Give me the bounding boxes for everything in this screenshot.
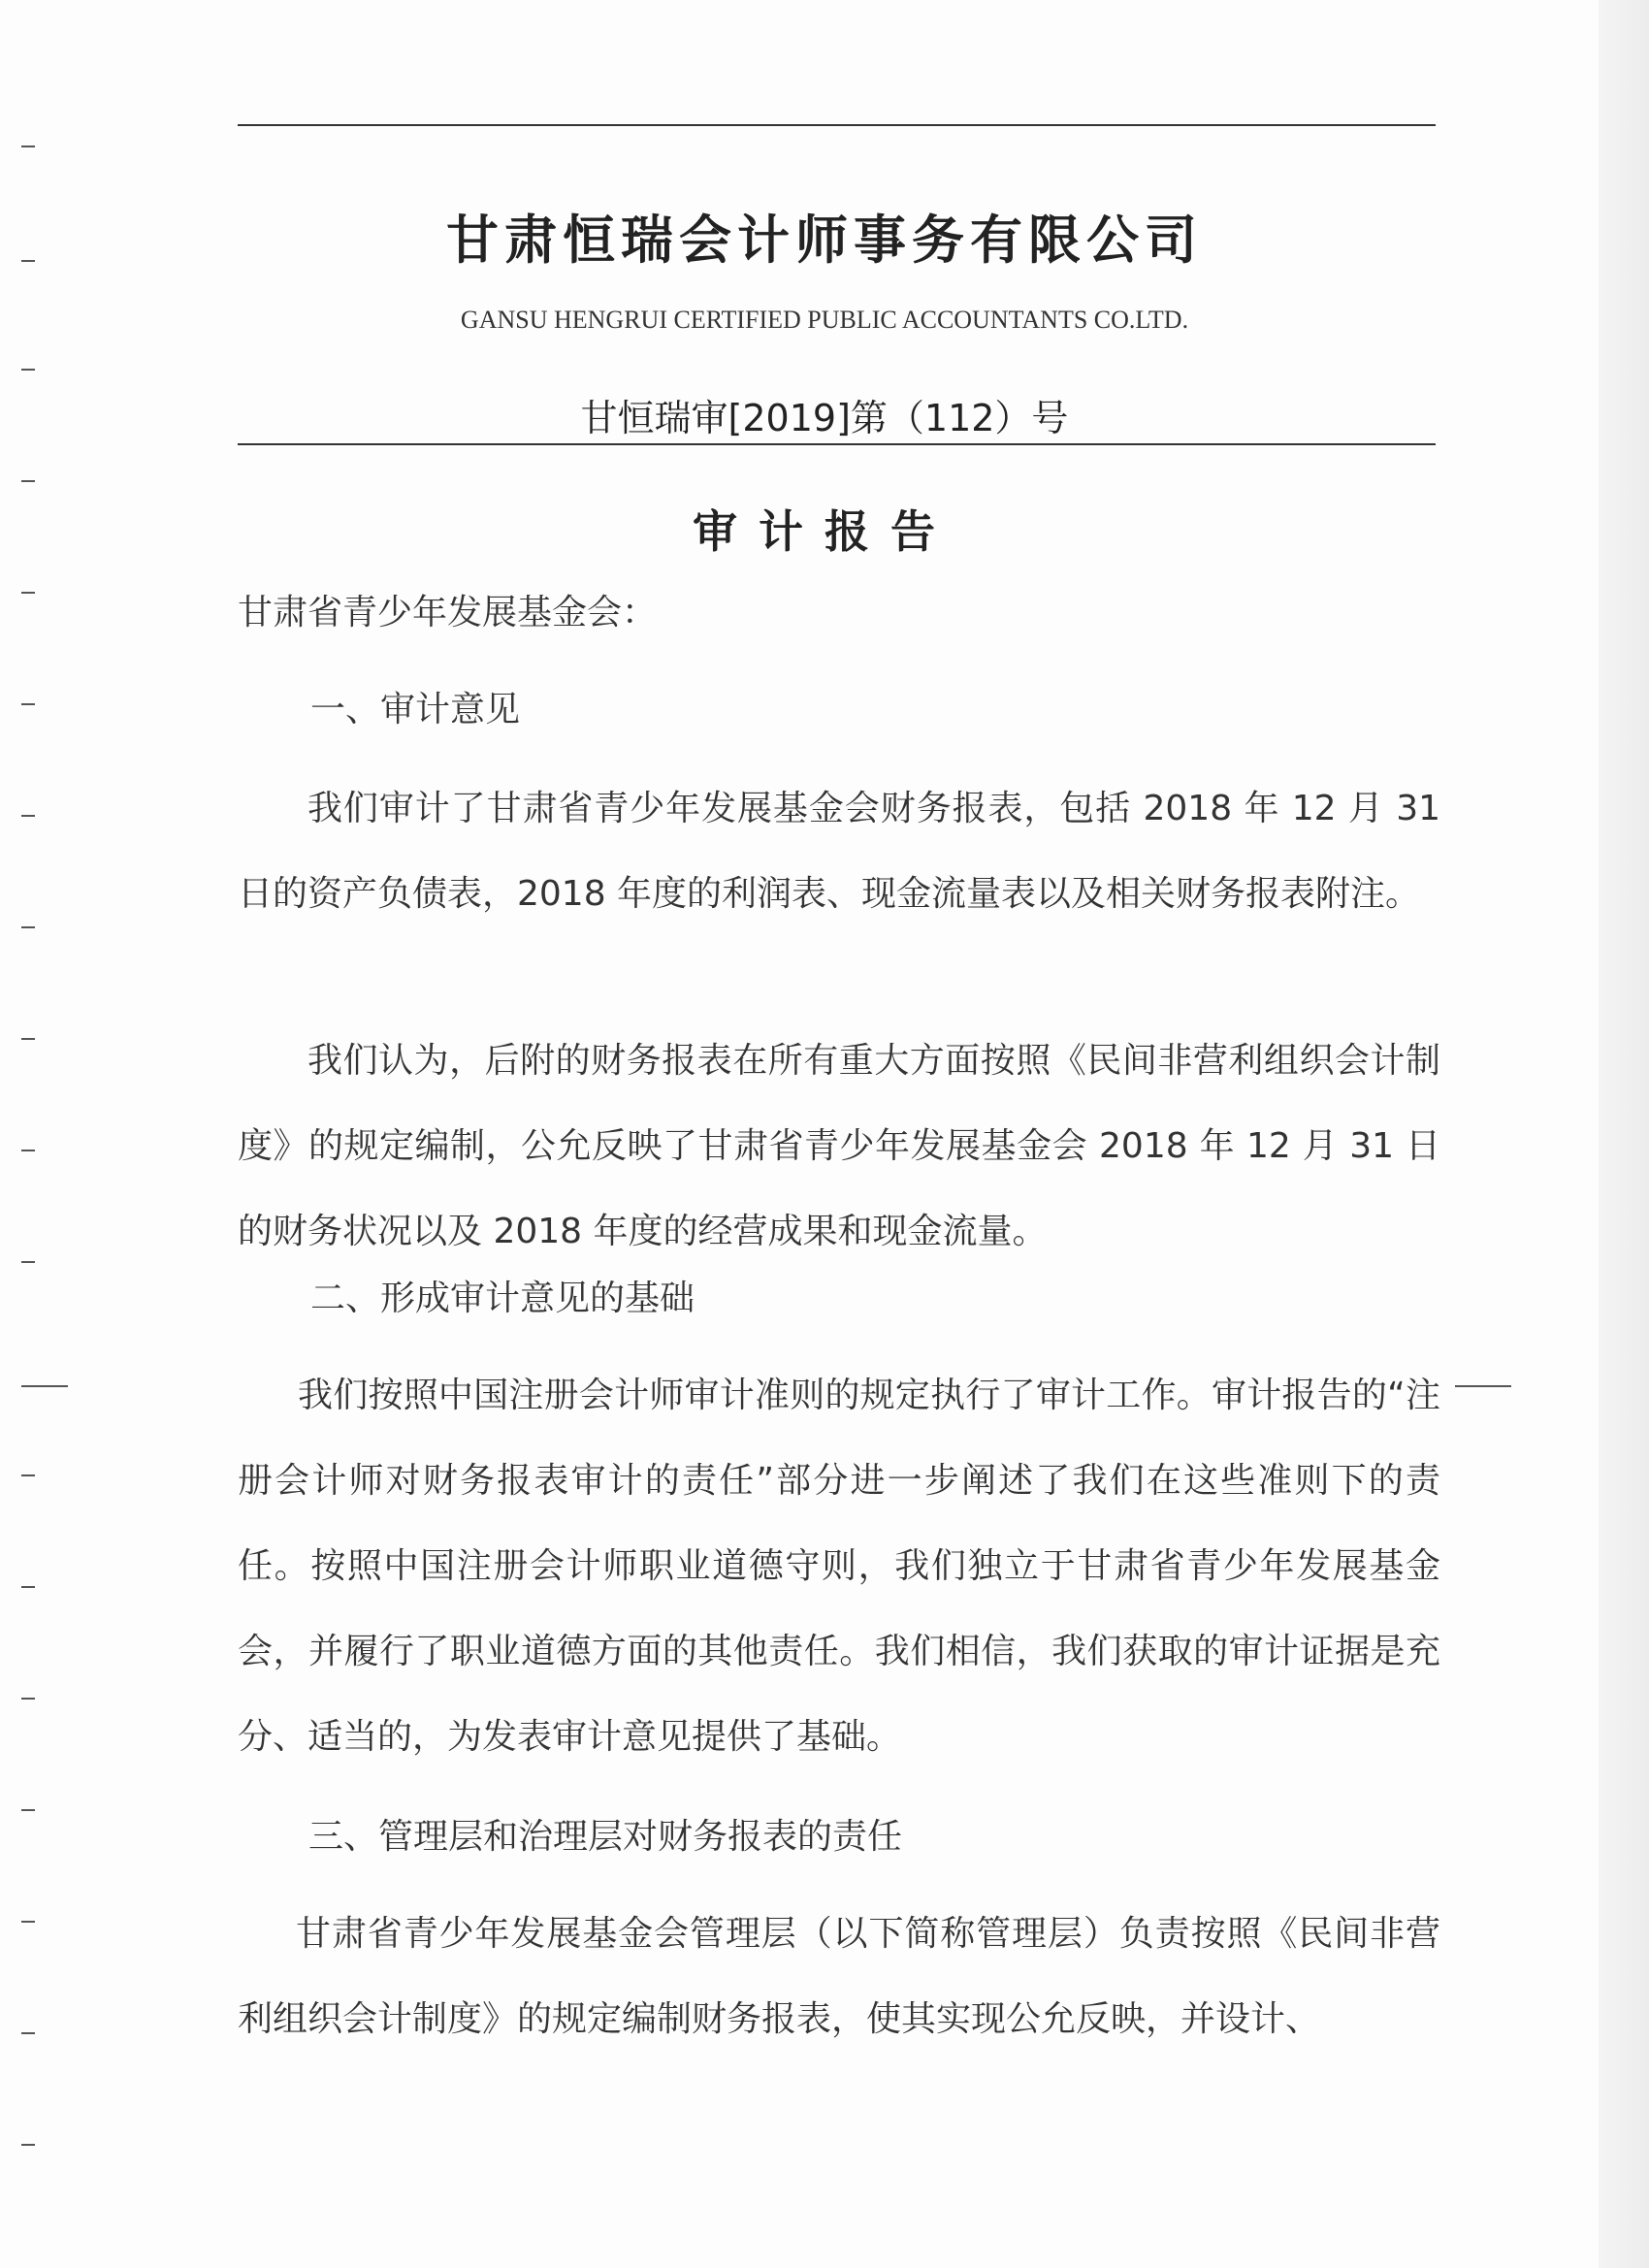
scan-mark	[21, 703, 35, 705]
fold-mark-right	[1455, 1385, 1511, 1387]
scan-edge-shadow	[1599, 0, 1649, 2268]
scan-mark	[21, 1150, 35, 1151]
company-name-en: GANSU HENGRUI CERTIFIED PUBLIC ACCOUNTANTS CO.LTD.	[460, 306, 1189, 334]
company-name-cn: 甘肃恒瑞会计师事务有限公司	[446, 210, 1203, 271]
scan-mark	[21, 1809, 35, 1811]
section-heading-management-responsibility: 三、管理层和治理层对财务报表的责任	[308, 1817, 903, 1857]
scan-mark	[21, 815, 35, 817]
section-heading-basis-for-opinion: 二、形成审计意见的基础	[310, 1279, 695, 1318]
scan-mark	[21, 1921, 35, 1923]
scan-mark	[21, 926, 35, 928]
addressee: 甘肃省青少年发展基金会：	[238, 593, 658, 632]
scan-mark	[21, 480, 35, 482]
scan-mark	[21, 1038, 35, 1040]
scan-mark	[21, 260, 35, 262]
paragraph-audit-scope: 我们审计了甘肃省青少年发展基金会财务报表，包括 2018 年 12 月 31 日的资产负债表，2018 年度的利润表、现金流量表以及相关财务报表附注。	[238, 789, 1440, 914]
scan-mark	[21, 592, 35, 594]
scan-mark	[21, 1698, 35, 1700]
report-title: 审计报告	[693, 505, 956, 558]
scan-mark	[21, 2144, 35, 2146]
fold-mark-left	[21, 1385, 68, 1387]
scan-mark	[21, 2032, 35, 2034]
header-top-rule	[238, 124, 1436, 126]
paragraph-basis-for-opinion: 我们按照中国注册会计师审计准则的规定执行了审计工作。审计报告的“注册会计师对财务报表审计的责任”部分进一步阐述了我们在这些准则下的责任。按照中国注册会计师职业道德守则，我们独立于甘肃省青少年发展基金会，并履行了职业道德方面的其他责任。我们相信，我们获取的审计证据是充分、适当的，为发表审计意见提供了基础。	[238, 1376, 1440, 1757]
paragraph-management-responsibility: 甘肃省青少年发展基金会管理层（以下简称管理层）负责按照《民间非营利组织会计制度》的规定编制财务报表，使其实现公允反映，并设计、	[238, 1914, 1440, 2039]
scan-mark	[21, 1586, 35, 1588]
paragraph-audit-opinion: 我们认为，后附的财务报表在所有重大方面按照《民间非营利组织会计制度》的规定编制，公允反映了甘肃省青少年发展基金会 2018 年 12 月 31 日的财务状况以及 2018 年度的经营成果和现金流量。	[238, 1041, 1440, 1251]
document-number: 甘恒瑞审[2019]第（112）号	[580, 397, 1069, 439]
scan-mark	[21, 1261, 35, 1263]
scan-mark	[21, 369, 35, 371]
section-heading-audit-opinion: 一、审计意见	[310, 690, 521, 729]
header-bottom-rule	[238, 443, 1436, 445]
scan-mark	[21, 1474, 35, 1476]
scan-mark	[21, 146, 35, 147]
